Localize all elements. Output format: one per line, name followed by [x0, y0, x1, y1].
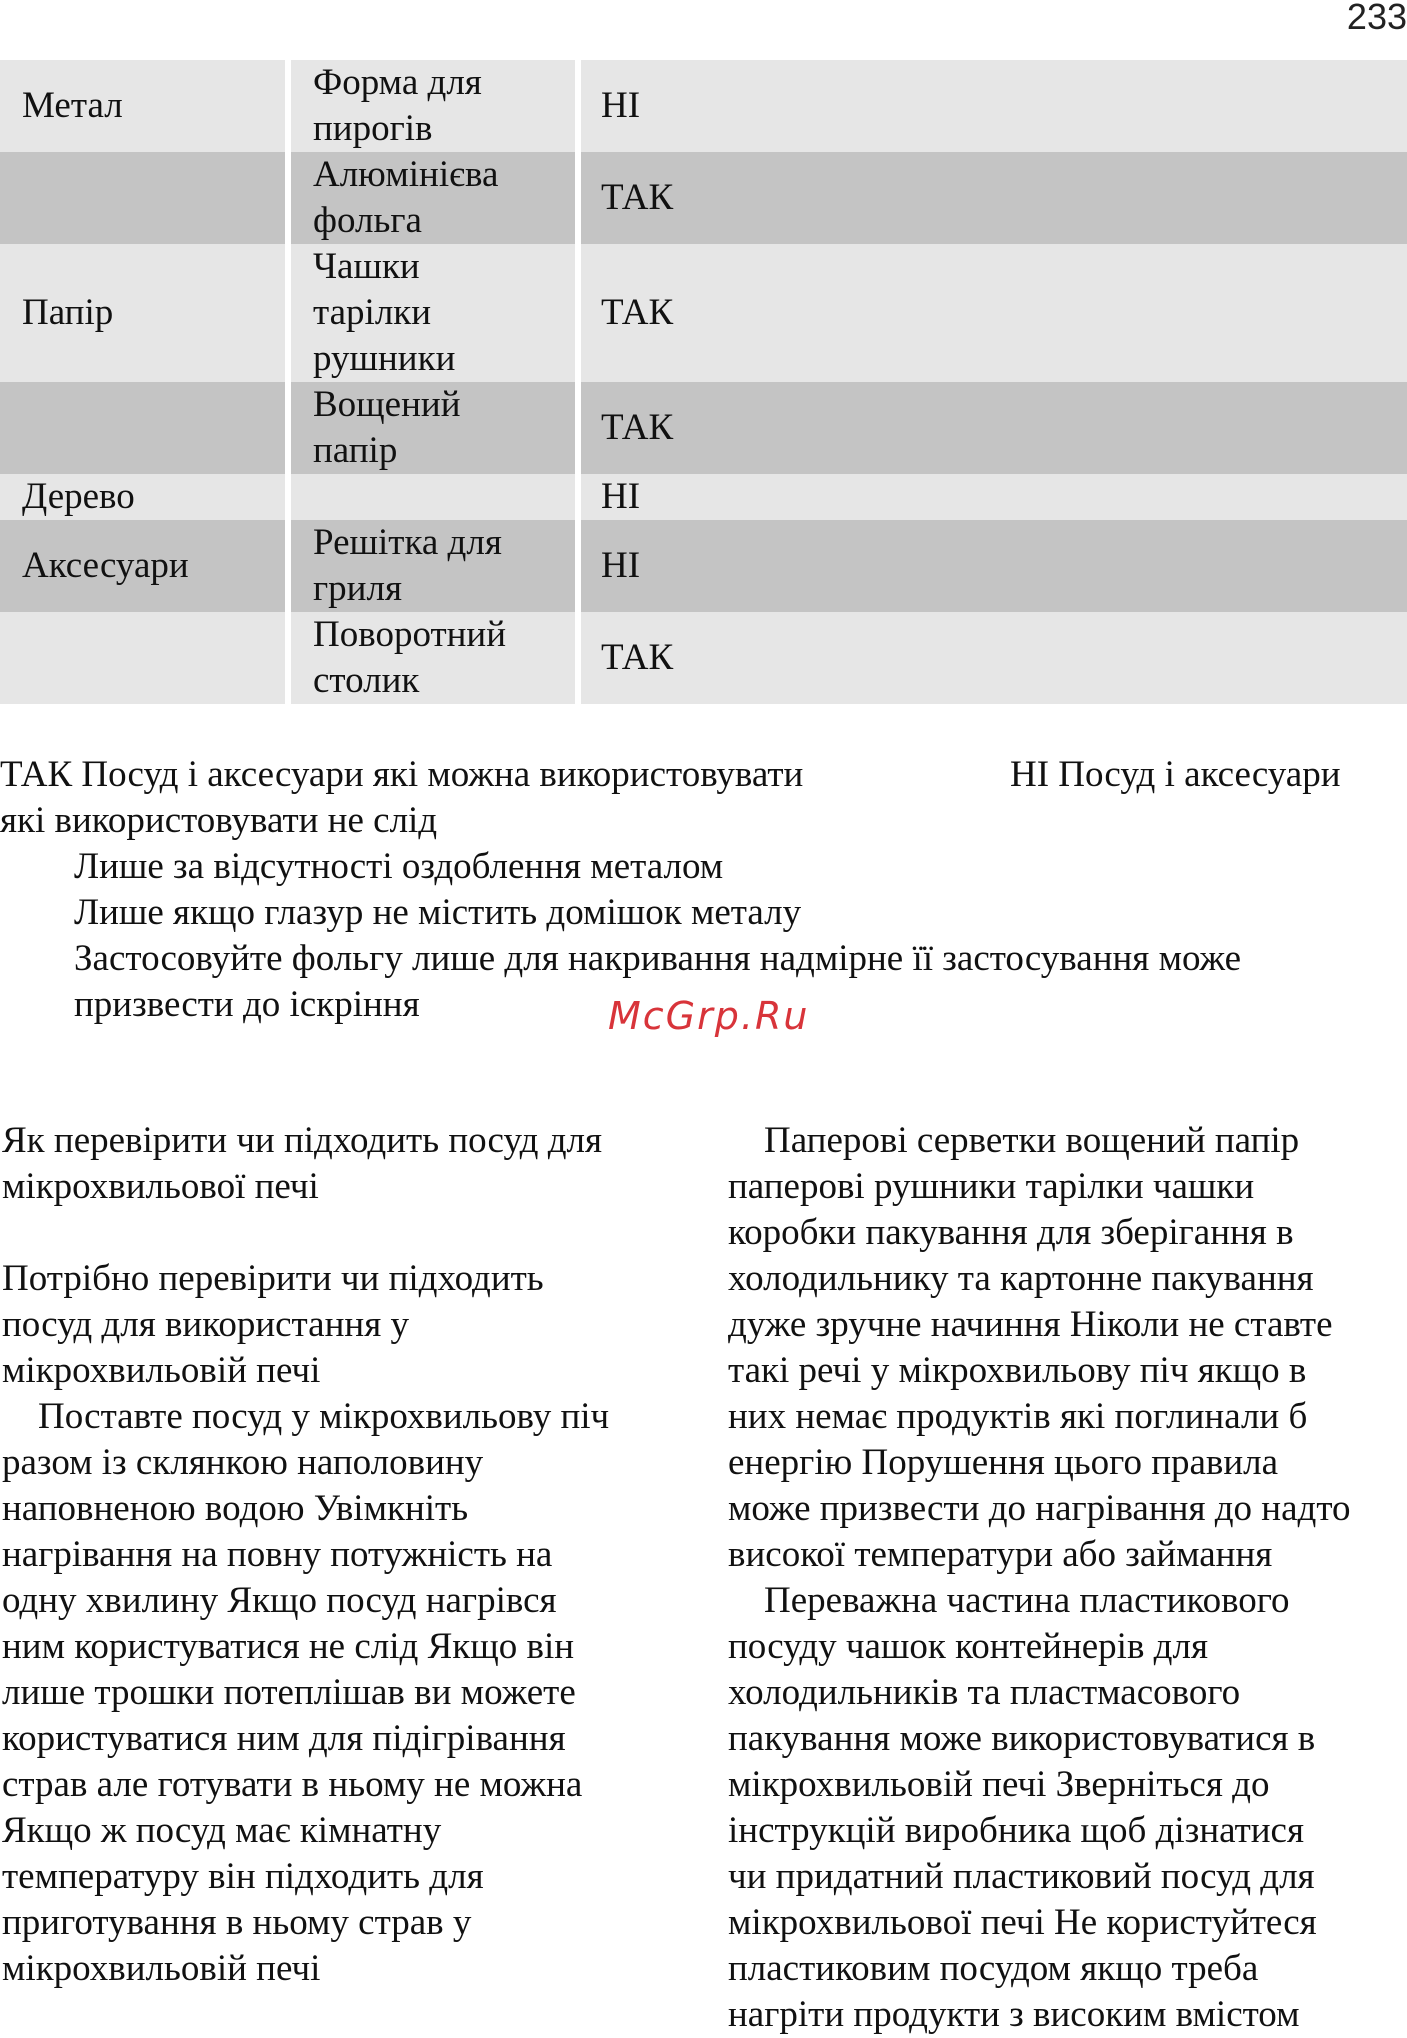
table-row — [0, 612, 1407, 704]
cookware-compatibility-table — [0, 60, 1407, 704]
item-cell — [291, 382, 581, 474]
item-line: рушники — [313, 338, 456, 379]
table-row — [0, 474, 1407, 520]
item-cell — [291, 60, 581, 152]
allowed-cell: НІ — [581, 520, 1407, 612]
allowed-cell: ТАК — [581, 382, 1407, 474]
material-cell: Папір — [0, 244, 291, 382]
page-number: 233 — [1346, 0, 1407, 37]
text-line: високої температури або займання — [728, 1534, 1273, 1575]
item-line: Алюмінієва — [313, 154, 499, 195]
table-row — [0, 520, 1407, 612]
text-line: пластиковим посудом якщо треба — [728, 1948, 1259, 1989]
text-line: лише трошки потеплішав ви можете — [2, 1672, 576, 1713]
material-cell: Дерево — [0, 474, 291, 520]
text-line: Переважна частина пластикового — [764, 1580, 1290, 1621]
material-cell: Аксесуари — [0, 520, 291, 612]
item-line: Решітка для — [313, 522, 502, 563]
item-cell — [291, 612, 581, 704]
legend-note: Лише якщо глазур не містить домішок металу — [74, 892, 802, 933]
text-line: пакування може використовуватися в — [728, 1718, 1316, 1759]
text-line: Поставте посуд у мікрохвильову піч — [38, 1396, 610, 1437]
legend-note: призвести до іскріння — [74, 984, 420, 1025]
text-line: енергію Порушення цього правила — [728, 1442, 1279, 1483]
table-row — [0, 152, 1407, 244]
right-column — [728, 1118, 1407, 2038]
item-line: Поворотний — [313, 614, 507, 655]
item-line: тарілки — [313, 292, 432, 333]
text-line: паперові рушники тарілки чашки — [728, 1166, 1255, 1207]
item-line: Форма для — [313, 62, 482, 103]
material-cell — [0, 382, 291, 474]
text-line: нагріти продукти з високим вмістом — [728, 1994, 1300, 2035]
material-cell: Метал — [0, 60, 291, 152]
paragraph — [2, 1256, 702, 1394]
text-line: наповненою водою Увімкніть — [2, 1488, 469, 1529]
legend-no: НІ Посуд і аксесуари — [1010, 754, 1341, 795]
legend-note: Лише за відсутності оздоблення металом — [74, 846, 724, 887]
item-line: столик — [313, 660, 420, 701]
text-line: користуватися ним для підігрівання — [2, 1718, 566, 1759]
paragraph — [728, 1578, 1407, 2038]
item-line: папір — [313, 430, 398, 471]
table-row — [0, 244, 1407, 382]
text-line: одну хвилину Якщо посуд нагрівся — [2, 1580, 557, 1621]
text-line: мікрохвильовій печі Зверніться до — [728, 1764, 1270, 1805]
allowed-cell: НІ — [581, 474, 1407, 520]
text-line: нагрівання на повну потужність на — [2, 1534, 553, 1575]
paragraph — [728, 1118, 1407, 1578]
text-line: приготування в ньому страв у — [2, 1902, 472, 1943]
text-line: дуже зручне начиння Ніколи не ставте — [728, 1304, 1333, 1345]
text-line: мікрохвильової печі Не користуйтеся — [728, 1902, 1317, 1943]
text-line: мікрохвильовій печі — [2, 1350, 321, 1391]
allowed-cell: ТАК — [581, 244, 1407, 382]
allowed-cell: ТАК — [581, 152, 1407, 244]
legend-no-continuation: які використовувати не слід — [0, 800, 438, 841]
watermark: McGrp.Ru — [608, 994, 810, 1038]
text-line: посуд для використання у — [2, 1304, 409, 1345]
text-line: коробки пакування для зберігання в — [728, 1212, 1294, 1253]
table-row — [0, 60, 1407, 152]
material-cell — [0, 612, 291, 704]
left-column — [2, 1118, 702, 1992]
text-line: чи придатний пластиковий посуд для — [728, 1856, 1315, 1897]
text-line: температуру він підходить для — [2, 1856, 484, 1897]
legend-first-line — [0, 752, 1407, 798]
text-line: страв але готувати в ньому не можна — [2, 1764, 583, 1805]
text-line: мікрохвильової печі — [2, 1166, 319, 1207]
material-cell — [0, 152, 291, 244]
text-line: Паперові серветки вощений папір — [764, 1120, 1300, 1161]
item-line: фольга — [313, 200, 422, 241]
text-line: Потрібно перевірити чи підходить — [2, 1258, 544, 1299]
text-line: Як перевірити чи підходить посуд для — [2, 1120, 603, 1161]
text-line: такі речі у мікрохвильову піч якщо в — [728, 1350, 1307, 1391]
item-line: пирогів — [313, 108, 433, 149]
item-line: гриля — [313, 568, 402, 609]
table-legend — [0, 752, 1407, 1028]
section-heading — [2, 1118, 702, 1210]
item-line: Вощений — [313, 384, 461, 425]
paragraph — [2, 1394, 702, 1992]
text-line: холодильників та пластмасового — [728, 1672, 1241, 1713]
item-cell — [291, 244, 581, 382]
text-line: холодильнику та картонне пакування — [728, 1258, 1314, 1299]
allowed-cell: НІ — [581, 60, 1407, 152]
legend-yes: ТАК Посуд і аксесуари які можна використовувати — [0, 754, 804, 795]
item-cell — [291, 520, 581, 612]
text-line: ним користуватися не слід Якщо він — [2, 1626, 575, 1667]
text-line: них немає продуктів які поглинали б — [728, 1396, 1308, 1437]
text-line: інструкцій виробника щоб дізнатися — [728, 1810, 1304, 1851]
text-line: мікрохвильовій печі — [2, 1948, 321, 1989]
table-row — [0, 382, 1407, 474]
text-line: разом із склянкою наполовину — [2, 1442, 484, 1483]
allowed-cell: ТАК — [581, 612, 1407, 704]
text-line: посуду чашок контейнерів для — [728, 1626, 1208, 1667]
item-cell — [291, 474, 581, 520]
text-line: Якщо ж посуд має кімнатну — [2, 1810, 442, 1851]
item-line: Чашки — [313, 246, 420, 287]
legend-note: Застосовуйте фольгу лише для накривання надмірне її застосування може — [74, 938, 1242, 979]
text-line: може призвести до нагрівання до надто — [728, 1488, 1351, 1529]
item-cell — [291, 152, 581, 244]
